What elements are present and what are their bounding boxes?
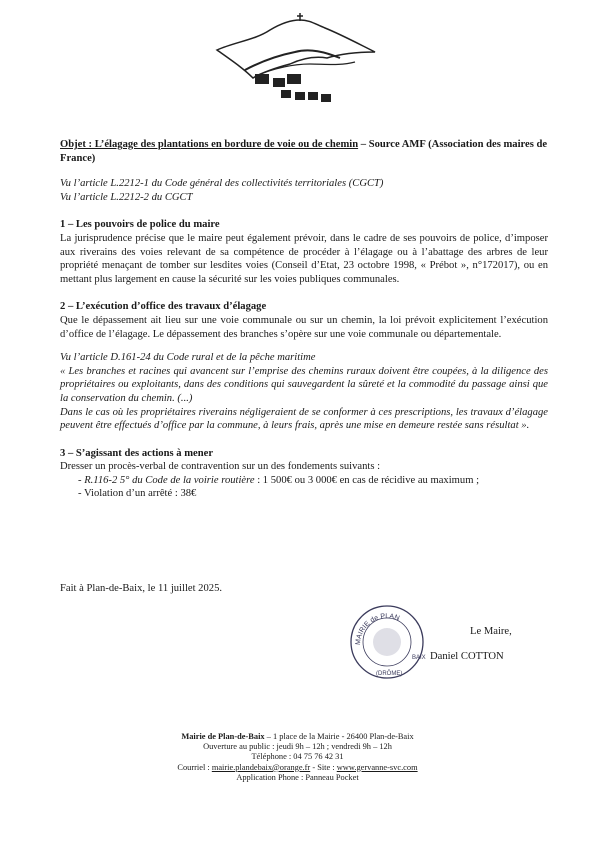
stamp-right-text: BAIX [412,655,426,661]
section-2-quote-2: Dans le cas où les propriétaires riverains négligeraient de se conformer à ces prescriptions, les travaux d’élagage peuvent être effectués d’office par la commune, à leurs frais, après une mise en demeure restée sans résultat ». [60,406,548,432]
section-1-heading: 1 – Les pouvoirs de police du maire [60,219,220,231]
footer [110,732,485,783]
actions-list [60,474,548,501]
footer-email-link[interactable]: mairie.plandebaix@orange.fr [211,762,311,772]
section-3-heading: 3 – S’agissant des actions à mener [60,447,214,459]
footer-phone: Téléphone : 04 75 76 42 31 [251,752,344,762]
footer-app: Application Phone : Panneau Pocket [236,772,359,782]
section-2-quote-1: « Les branches et racines qui avancent sur l’emprise des chemins ruraux doivent être coupées, à la diligence des propriétaires ou exploitants, dans des conditions qui sauvegardent la sûreté et la commodité du passage ainsi que la conservation du chemin. (...) [60,365,548,404]
mairie-stamp-icon [348,603,426,681]
reference-line: Vu l’article L.2212-1 du Code général des collectivités territoriales (CGCT) [60,178,384,190]
legal-references [60,177,548,204]
stamp-top-text: MAIRIE de PLAN [354,612,401,646]
section-2-heading: 2 – L’exécution d’office des travaux d’élagage [60,301,267,313]
subject-source: – Source AMF (Association des maires de France) [60,139,548,164]
list-item [78,474,548,488]
footer-org-name: Mairie de Plan-de-Baix [181,732,265,741]
stamp-bottom-text: (DRÔME) [376,671,403,677]
footer-hours: Ouverture au public : jeudi 9h – 12h ; vendredi 9h – 12h [203,742,392,752]
bullet-1-text: : 1 500€ ou 3 000€ en cas de récidive au maximum ; [254,474,480,486]
subject-title: Objet : L’élagage des plantations en bordure de voie ou de chemin [60,139,359,150]
place-date: Fait à Plan-de-Baix, le 11 juillet 2025. [60,583,223,594]
list-item: - Violation d’un arrêté : 38€ [78,487,548,501]
bullet-1-ref: R.116-2 5° du Code de la voirie routière [84,474,255,486]
section-3-intro: Dresser un procès-verbal de contravention sur un des fondements suivants : [60,461,381,473]
footer-site-link[interactable]: www.gervanne-svc.com [336,762,418,772]
letter-body [60,138,548,501]
subject-line [60,138,548,165]
footer-address: – 1 place de la Mairie - 26400 Plan-de-Baix [264,732,414,741]
footer-email-label: Courriel : [177,762,212,772]
reference-line: Vu l’article L.2212-2 du CGCT [60,191,193,203]
section-2-text: Que le dépassement ait lieu sur une voie communale ou sur un chemin, la loi prévoit explicitement l’exécution d’office de l’élagage. Le dépassement des branches s’opère sur une voie communale ou départementale. [60,314,548,340]
footer-site-label: - Site : [310,762,337,772]
mountain-village-logo-icon [215,12,380,112]
section-1-text: La jurisprudence précise que le maire peut également prévoir, dans le cadre de ses pouvoirs de police, d’imposer aux riverains des voies relevant de sa compétence de procéder à l’élagage ou à l’abattage des arbres de leur propriété menaçant de tomber sur lesdites voies (Conseil d’Etat, 23 octobre 1998, « Prébot », n°172017), ou en mettant plus largement en cause la sécurité sur les voies publiques communales. [60,232,548,285]
signatory-title: Le Maire, [470,626,512,637]
section-2-quote-ref: Vu l’article D.161-24 du Code rural et de la pêche maritime [60,352,316,364]
signatory-name: Daniel COTTON [430,651,504,662]
